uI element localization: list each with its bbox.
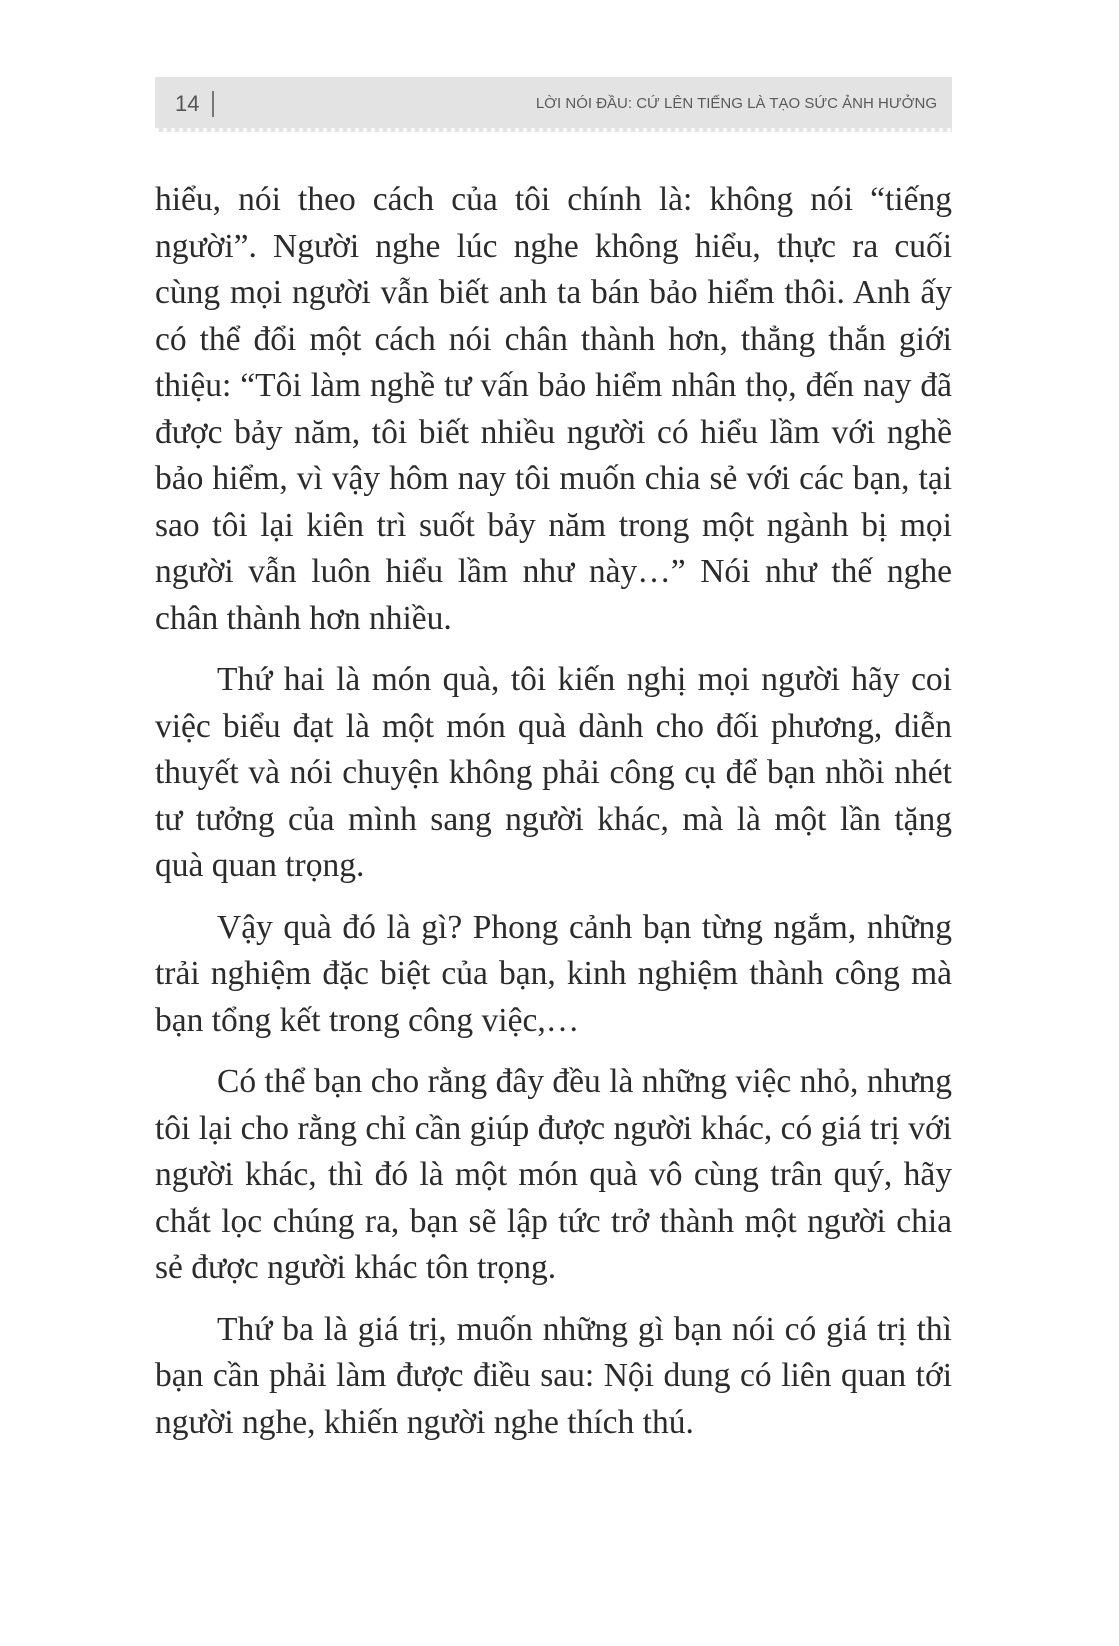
page-number: 14 [175, 91, 200, 116]
paragraph-2: Thứ hai là món quà, tôi kiến nghị mọi người hãy coi việc biểu đạt là một món quà dành cho đối phương, diễn thuyết và nói chuyện không phải công cụ để bạn nhồi nhét tư tưởng của mình sang người khác, mà là một lần tặng quà quan trọng. [155, 661, 952, 884]
paragraph-1: hiểu, nói theo cách của tôi chính là: không nói “tiếng người”. Người nghe lúc nghe không hiểu, thực ra cuối cùng mọi người vẫn biết anh ta bán bảo hiểm thôi. Anh ấy có thể đổi một cách nói chân thành hơn, thẳng thắn giới thiệu: “Tôi làm nghề tư vấn bảo hiểm nhân thọ, đến nay đã được bảy năm, tôi biết nhiều người có hiểu lầm với nghề bảo hiểm, vì vậy hôm nay tôi muốn chia sẻ với các bạn, tại sao tôi lại kiên trì suốt bảy năm trong một ngành bị mọi người vẫn luôn hiểu lầm như này…” Nói như thế nghe chân thành hơn nhiều. [155, 181, 952, 637]
running-header [155, 77, 952, 132]
chapter-title: LỜI NÓI ĐẦU: CỨ LÊN TIẾNG LÀ TẠO SỨC ẢNH HƯỞNG [535, 95, 937, 112]
paragraph-4: Có thể bạn cho rằng đây đều là những việc nhỏ, nhưng tôi lại cho rằng chỉ cần giúp được người khác, có giá trị với người khác, thì đó là một món quà vô cùng trân quý, hãy chắt lọc chúng ra, bạn sẽ lập tức trở thành một người chia sẻ được người khác tôn trọng. [155, 1063, 952, 1286]
paragraph-5: Thứ ba là giá trị, muốn những gì bạn nói có giá trị thì bạn cần phải làm được điều sau: Nội dung có liên quan tới người nghe, khiến người nghe thích thú. [155, 1310, 952, 1441]
body-text [155, 177, 952, 1461]
header-divider [212, 91, 214, 117]
paragraph-3: Vậy quà đó là gì? Phong cảnh bạn từng ngắm, những trải nghiệm đặc biệt của bạn, kinh nghiệm thành công mà bạn tổng kết trong công việc,… [155, 908, 952, 1039]
